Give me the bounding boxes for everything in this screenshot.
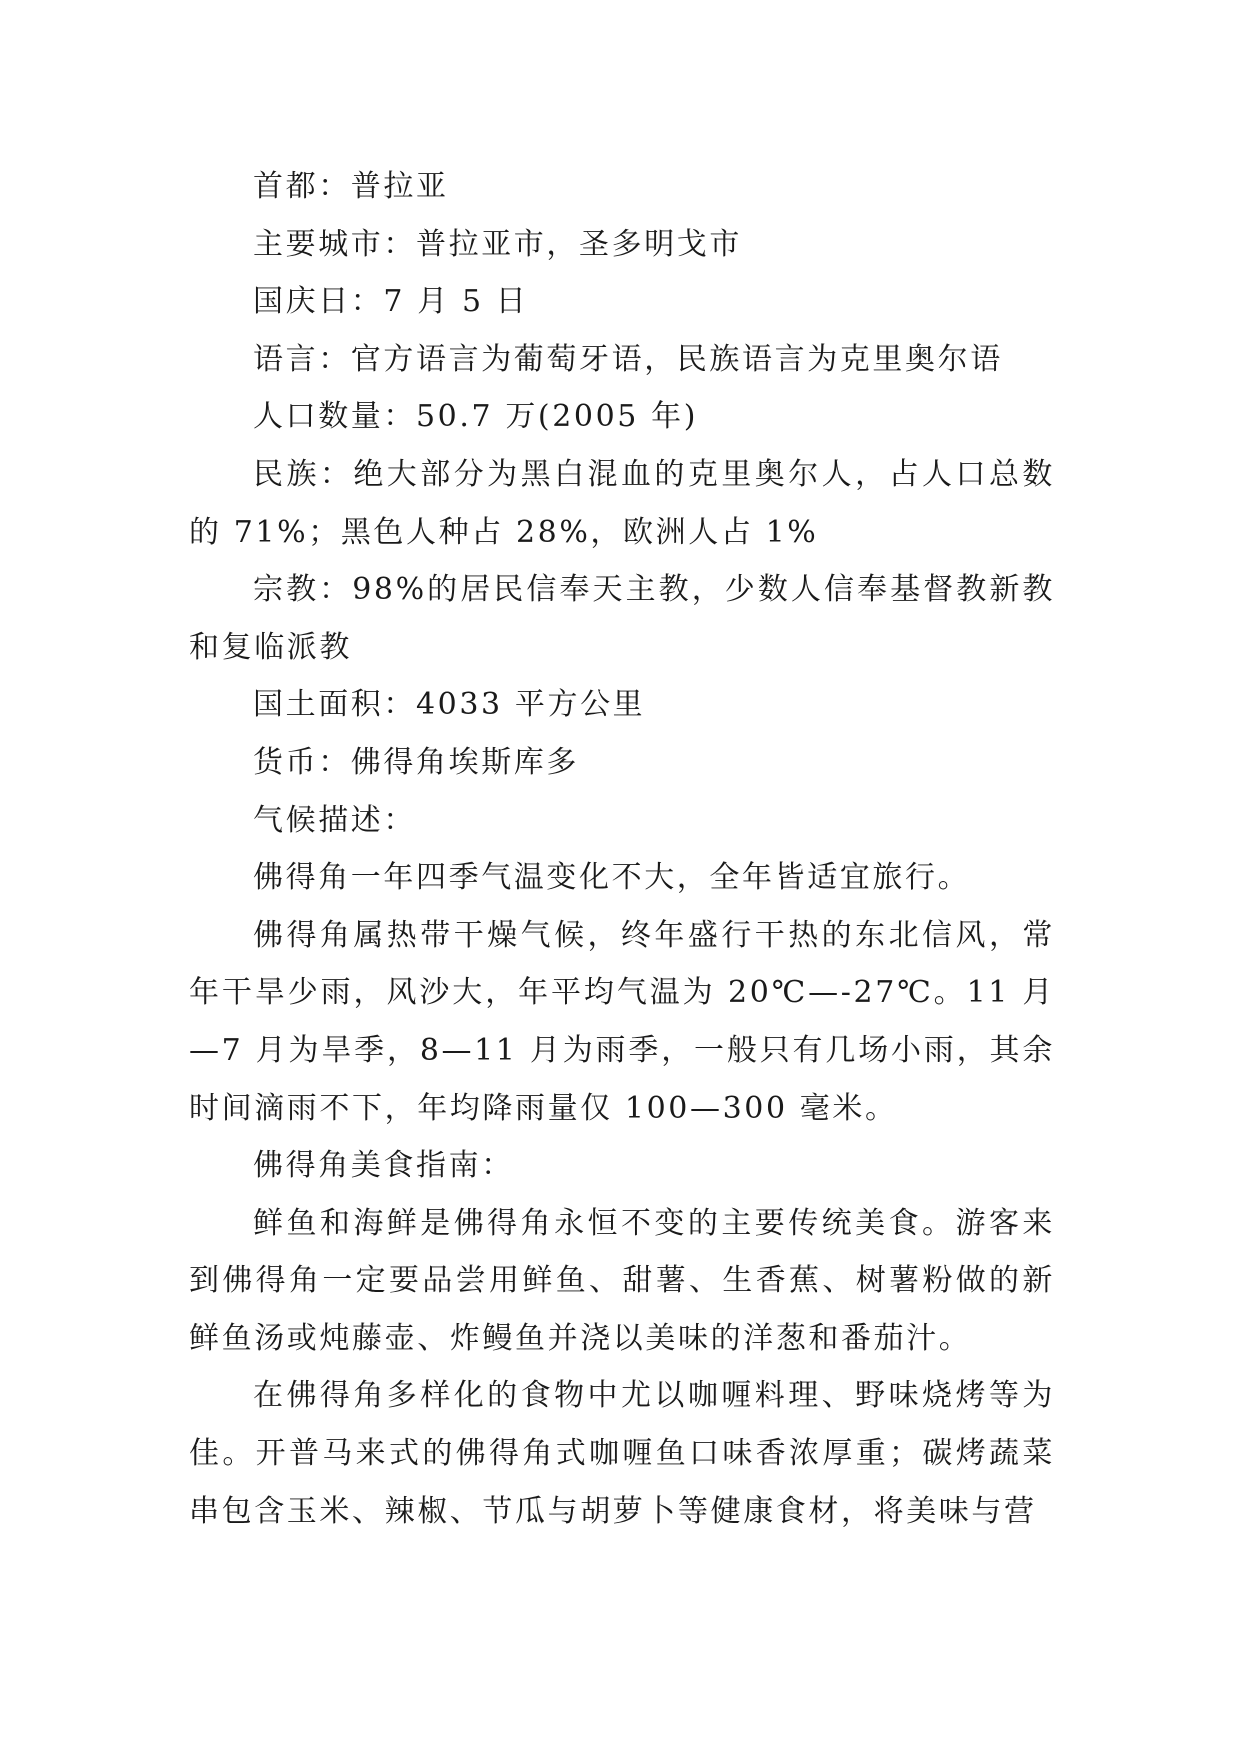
paragraph-climate-summary: 佛得角一年四季气温变化不大，全年皆适宜旅行。 <box>253 860 971 896</box>
paragraph-national-day: 国庆日：7 月 5 日 <box>253 284 529 320</box>
paragraph-food-seafood: 鲜鱼和海鲜是佛得角永恒不变的主要传统美食。游客来到佛得角一定要品尝用鲜鱼、甜薯、生香蕉、树薯粉做的新鲜鱼汤或炖藤壶、炸鳗鱼并浇以美味的洋葱和番茄汁。 <box>189 1205 1055 1356</box>
paragraph-language: 语言：官方语言为葡萄牙语，民族语言为克里奥尔语 <box>253 341 1003 377</box>
paragraph-major-cities: 主要城市：普拉亚市，圣多明戈市 <box>253 226 742 262</box>
paragraph-population: 人口数量：50.7 万(2005 年) <box>253 399 699 435</box>
paragraph-capital: 首都：普拉亚 <box>253 169 449 204</box>
paragraph-climate-heading: 气候描述： <box>253 802 416 838</box>
paragraph-religion: 宗教：98%的居民信奉天主教，少数人信奉基督教新教和复临派教 <box>189 572 1055 665</box>
document-body <box>189 158 1055 1540</box>
paragraph-land-area: 国土面积：4033 平方公里 <box>253 687 646 723</box>
paragraph-climate-detail: 佛得角属热带干燥气候，终年盛行干热的东北信风，常年干旱少雨，风沙大，年平均气温为 20℃—-27℃。11 月—7 月为旱季，8—11 月为雨季，一般只有几场小雨，其余时间滴雨不下，年均降雨量仅 100—300 毫米。 <box>189 917 1055 1126</box>
paragraph-food-heading: 佛得角美食指南： <box>253 1148 514 1184</box>
paragraph-currency: 货币：佛得角埃斯库多 <box>253 744 579 780</box>
paragraph-food-curry: 在佛得角多样化的食物中尤以咖喱料理、野味烧烤等为佳。开普马来式的佛得角式咖喱鱼口味香浓厚重；碳烤蔬菜串包含玉米、辣椒、节瓜与胡萝卜等健康食材，将美味与营 <box>189 1378 1055 1529</box>
paragraph-ethnicity: 民族：绝大部分为黑白混血的克里奥尔人，占人口总数的 71%；黑色人种占 28%，欧洲人占 1% <box>189 456 1055 550</box>
